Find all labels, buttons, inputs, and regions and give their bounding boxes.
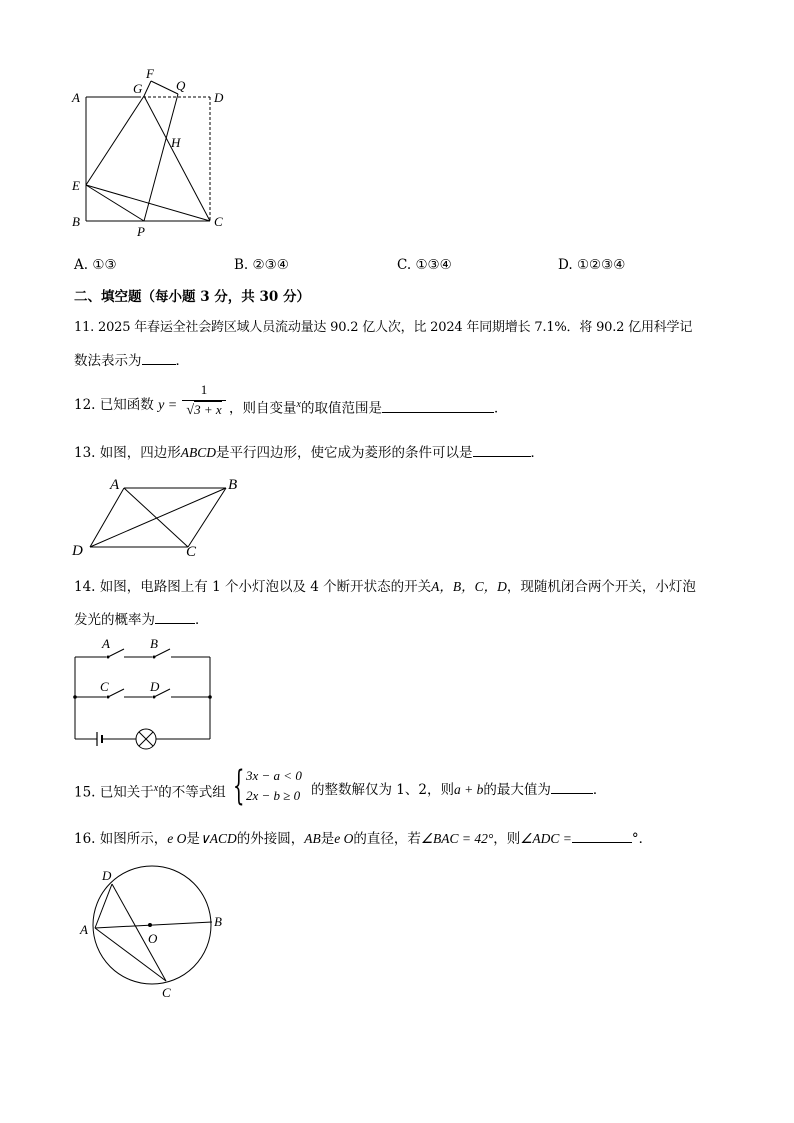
label-A: A [110,477,120,493]
q15-brace: { [233,763,245,809]
label-O: O [148,931,158,946]
label-D: D [102,868,112,883]
question-13: 13. 如图，四边形ABCD是平行四边形，使它成为菱形的条件可以是 ． [74,442,544,463]
question-14: 14. 如图，电路图上有 1 个小灯泡以及 4 个断开状态的开关A，B，C，D，现随机闭合两个开关，小灯泡 [74,579,696,595]
q13-figure [66,472,256,564]
q15-system: 3x − a < 0 2x − b ≥ 0 [246,768,302,803]
label-D: D [72,543,83,559]
label-B: B [72,214,80,229]
question-11-line2: 数法表示为 ． [74,350,189,371]
label-B: B [150,636,158,651]
question-12: 12. 已知函数 y = [74,397,178,413]
q10-option-c: C. ①③④ [397,257,452,273]
label-B: B [214,914,222,929]
q10-option-d: D. ①②③④ [558,257,626,273]
question-14-line2: 发光的概率为 ． [74,609,209,630]
label-G: G [133,81,143,96]
answer-blank[interactable] [572,828,632,843]
label-P: P [137,224,145,239]
question-16: 16. 如图所示，e O是∨ACD的外接圆，AB是e O的直径，若∠BAC = 42°，则∠ADC = °． [74,828,652,849]
answer-blank[interactable] [382,398,494,413]
label-A: A [80,922,88,937]
section-title: 二、填空题（每小题 3 分，共 30 分） [74,289,310,305]
answer-blank[interactable] [155,609,195,624]
q12-fraction: 1 √3 + x [180,381,228,420]
label-C: C [100,679,109,694]
answer-blank[interactable] [473,442,531,457]
q14-circuit-figure [66,636,226,756]
label-E: E [72,178,80,193]
label-A: A [102,636,110,651]
question-15: 15. 已知关于$^x$的不等式组 [74,783,226,801]
label-H: H [171,135,181,150]
question-15-tail: 的整数解仅为 1、2，则a + b的最大值为 ． [311,779,606,800]
label-D: D [150,679,160,694]
q10-option-b: B. ②③④ [234,257,289,273]
label-F: F [146,66,154,81]
q16-circle-figure [76,862,236,1006]
question-12-tail: ，则自变量$^x$的取值范围是 ． [229,399,508,417]
label-D: D [214,90,224,105]
answer-blank[interactable] [142,350,176,365]
label-C: C [214,214,223,229]
question-11: 11. 2025 年春运全社会跨区域人员流动量达 90.2 亿人次，比 2024 年同期增长 7.1%．将 90.2 亿用科学记 [74,320,693,335]
q10-option-a: A. ①③ [74,257,117,273]
label-A: A [72,90,80,105]
label-B: B [228,477,238,493]
label-C: C [162,985,171,1000]
answer-blank[interactable] [551,779,593,794]
label-C: C [186,544,197,560]
q10-figure [60,62,240,242]
label-Q: Q [176,78,186,93]
